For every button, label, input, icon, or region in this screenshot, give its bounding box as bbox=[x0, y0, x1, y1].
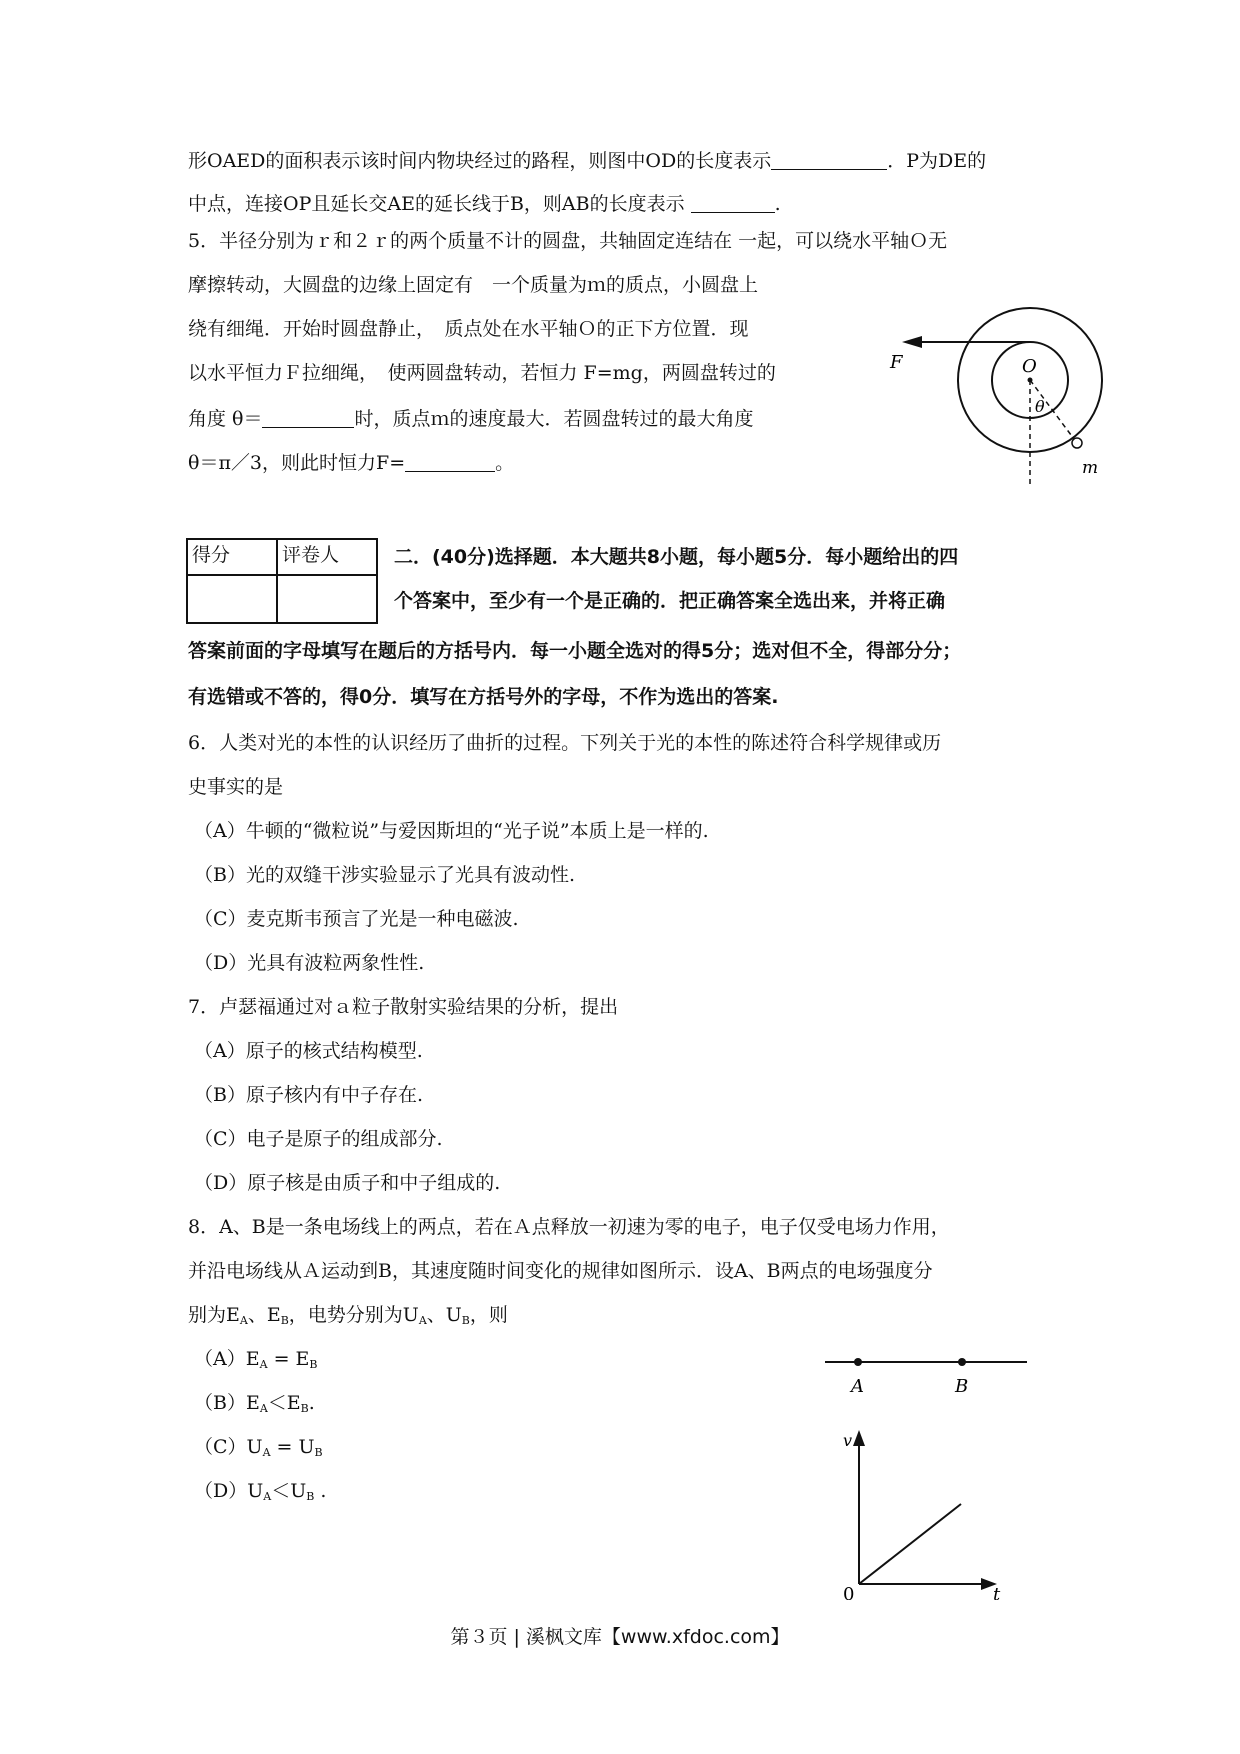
q5-stem-line5 bbox=[188, 408, 754, 429]
q7-option-a: （A）原子的核式结构模型. bbox=[194, 1040, 423, 1062]
q6-option-d: （D）光具有波粒两象性性. bbox=[194, 952, 425, 974]
q8-option-b bbox=[194, 1394, 315, 1414]
q8-d-sub-b: B bbox=[306, 1490, 315, 1503]
q6-option-c: （C）麦克斯韦预言了光是一种电磁波. bbox=[194, 908, 519, 930]
v-t-line bbox=[859, 1504, 961, 1584]
q8-b-sub-a: A bbox=[259, 1402, 268, 1415]
q8-sub-3: A bbox=[418, 1314, 427, 1327]
axis-label: O bbox=[1022, 356, 1037, 377]
q8-stem-line2: 并沿电场线从Ａ运动到B，其速度随时间变化的规律如图所示．设A、B两点的电场强度分 bbox=[188, 1260, 933, 1282]
q8-b-mid: ＜E bbox=[267, 1392, 301, 1414]
grader-cell[interactable] bbox=[277, 575, 377, 623]
q4-line1 bbox=[188, 150, 986, 171]
q6-stem-line2: 史事实的是 bbox=[188, 776, 284, 798]
q5-text-5a: 角度 θ＝ bbox=[188, 408, 263, 430]
q8-d-mid: ＜U bbox=[271, 1480, 307, 1502]
q8-b-end: . bbox=[308, 1392, 315, 1414]
q8-stem-line3 bbox=[188, 1306, 508, 1326]
q4-text-2b: . bbox=[774, 193, 781, 215]
mass-label: m bbox=[1082, 458, 1099, 478]
q8-a-sub-a: A bbox=[259, 1358, 268, 1371]
q8-c-prefix: （C）U bbox=[194, 1436, 263, 1458]
q5-stem-line3: 绕有细绳．开始时圆盘静止， 质点处在水平轴Ｏ的正下方位置．现 bbox=[188, 318, 749, 340]
force-label: F bbox=[890, 352, 903, 373]
q8-a-prefix: （A）E bbox=[194, 1348, 260, 1370]
q8-sub-2: B bbox=[280, 1314, 289, 1327]
q8-c-sub-a: A bbox=[262, 1446, 271, 1459]
q4-text-1a: 形OAED的面积表示该时间内物块经过的路程，则图中OD的长度表示 bbox=[188, 150, 772, 172]
q8-option-c bbox=[194, 1438, 323, 1458]
q6-stem-line1: 6．人类对光的本性的认识经历了曲折的过程。下列关于光的本性的陈述符合科学规律或历 bbox=[188, 732, 942, 754]
q5-text-6a: θ＝π／3，则此时恒力F= bbox=[188, 452, 406, 474]
q8-stem-line1: 8．A、B是一条电场线上的两点，若在Ａ点释放一初速为零的电子，电子仅受电场力作用， bbox=[188, 1216, 950, 1238]
grader-header: 评卷人 bbox=[277, 539, 377, 575]
q4-blank-od[interactable] bbox=[771, 150, 887, 170]
q8-d-end: . bbox=[314, 1480, 327, 1502]
q8-d-prefix: （D）U bbox=[194, 1480, 264, 1502]
q8-c-sub-b: B bbox=[314, 1446, 323, 1459]
point-b-label: B bbox=[955, 1376, 969, 1397]
q8-b-sub-b: B bbox=[300, 1402, 309, 1415]
q5-text-5b: 时，质点ｍ的速度最大．若圆盘转过的最大角度 bbox=[354, 408, 754, 430]
t-axis-label: t bbox=[993, 1584, 1001, 1600]
point-b-dot bbox=[958, 1358, 966, 1366]
q8-option-a bbox=[194, 1350, 318, 1370]
q8-d-sub-a: A bbox=[263, 1490, 272, 1503]
point-a-dot bbox=[854, 1358, 862, 1366]
point-a-label: A bbox=[851, 1376, 864, 1397]
q8-text-3c: ，电势分别为U bbox=[288, 1304, 419, 1326]
q4-text-2a: 中点，连接OP且延长交AE的延长线于B，则AB的长度表示 bbox=[188, 193, 685, 215]
v-axis-label: v bbox=[843, 1431, 853, 1450]
q8-c-mid: = U bbox=[270, 1436, 315, 1458]
mass-point bbox=[1072, 438, 1082, 448]
q4-text-1b: ．P为DE的 bbox=[887, 150, 987, 172]
section2-line1: 二．(40分)选择题．本大题共8小题，每小题5分．每小题给出的四 bbox=[394, 546, 959, 568]
q7-option-b: （B）原子核内有中子存在. bbox=[194, 1084, 424, 1106]
page-footer: 第３页 | 溪枫文库【www.xfdoc.com】 bbox=[450, 1626, 790, 1648]
q6-option-b: （B）光的双缝干涉实验显示了光具有波动性. bbox=[194, 864, 576, 886]
q7-stem: 7．卢瑟福通过对ａ粒子散射实验结果的分析，提出 bbox=[188, 996, 619, 1018]
q5-stem-line6 bbox=[188, 452, 514, 473]
q8-field-figure bbox=[815, 1350, 1045, 1600]
force-arrowhead bbox=[902, 336, 922, 348]
section2-line2: 个答案中，至少有一个是正确的．把正确答案全选出来，并将正确 bbox=[394, 590, 946, 612]
q5-stem-line1: 5．半径分别为ｒ和２ｒ的两个质量不计的圆盘，共轴固定连结在 一起，可以绕水平轴Ｏ无 bbox=[188, 230, 948, 252]
q8-text-3b: 、E bbox=[247, 1304, 281, 1326]
q5-text-6b: 。 bbox=[495, 452, 515, 474]
q5-disc-figure bbox=[870, 300, 1120, 490]
q5-stem-line2: 摩擦转动，大圆盘的边缘上固定有 一个质量为ｍ的质点，小圆盘上 bbox=[188, 274, 759, 296]
q6-option-a: （A）牛顿的“微粒说”与爱因斯坦的“光子说”本质上是一样的. bbox=[194, 820, 709, 842]
origin-label: 0 bbox=[843, 1584, 855, 1600]
q7-option-c: （C）电子是原子的组成部分. bbox=[194, 1128, 443, 1150]
q7-option-d: （D）原子核是由质子和中子组成的. bbox=[194, 1172, 501, 1194]
section2-line3: 答案前面的字母填写在题后的方括号内．每一小题全选对的得5分；选对但不全，得部分分； bbox=[188, 640, 962, 662]
score-table bbox=[186, 538, 378, 624]
q8-a-sub-b: B bbox=[309, 1358, 318, 1371]
q8-sub-4: B bbox=[461, 1314, 470, 1327]
q4-line2 bbox=[188, 193, 781, 214]
q8-text-3e: ，则 bbox=[469, 1304, 508, 1326]
score-cell[interactable] bbox=[187, 575, 277, 623]
q5-blank-force[interactable] bbox=[405, 452, 495, 472]
q4-blank-ab[interactable] bbox=[691, 193, 775, 213]
q8-a-mid: = E bbox=[267, 1348, 310, 1370]
angle-label: θ bbox=[1035, 397, 1045, 416]
score-header: 得分 bbox=[187, 539, 277, 575]
section2-line4: 有选错或不答的，得0分．填写在方括号外的字母，不作为选出的答案. bbox=[188, 686, 779, 708]
q8-text-3a: 别为E bbox=[188, 1304, 240, 1326]
q5-blank-theta[interactable] bbox=[262, 408, 354, 428]
q8-option-d bbox=[194, 1482, 326, 1502]
q8-text-3d: 、U bbox=[426, 1304, 462, 1326]
q5-stem-line4: 以水平恒力Ｆ拉细绳， 使两圆盘转动，若恒力 F=mg，两圆盘转过的 bbox=[188, 362, 776, 384]
q8-b-prefix: （B）E bbox=[194, 1392, 260, 1414]
q8-sub-1: A bbox=[239, 1314, 248, 1327]
v-axis-arrow bbox=[853, 1430, 865, 1446]
